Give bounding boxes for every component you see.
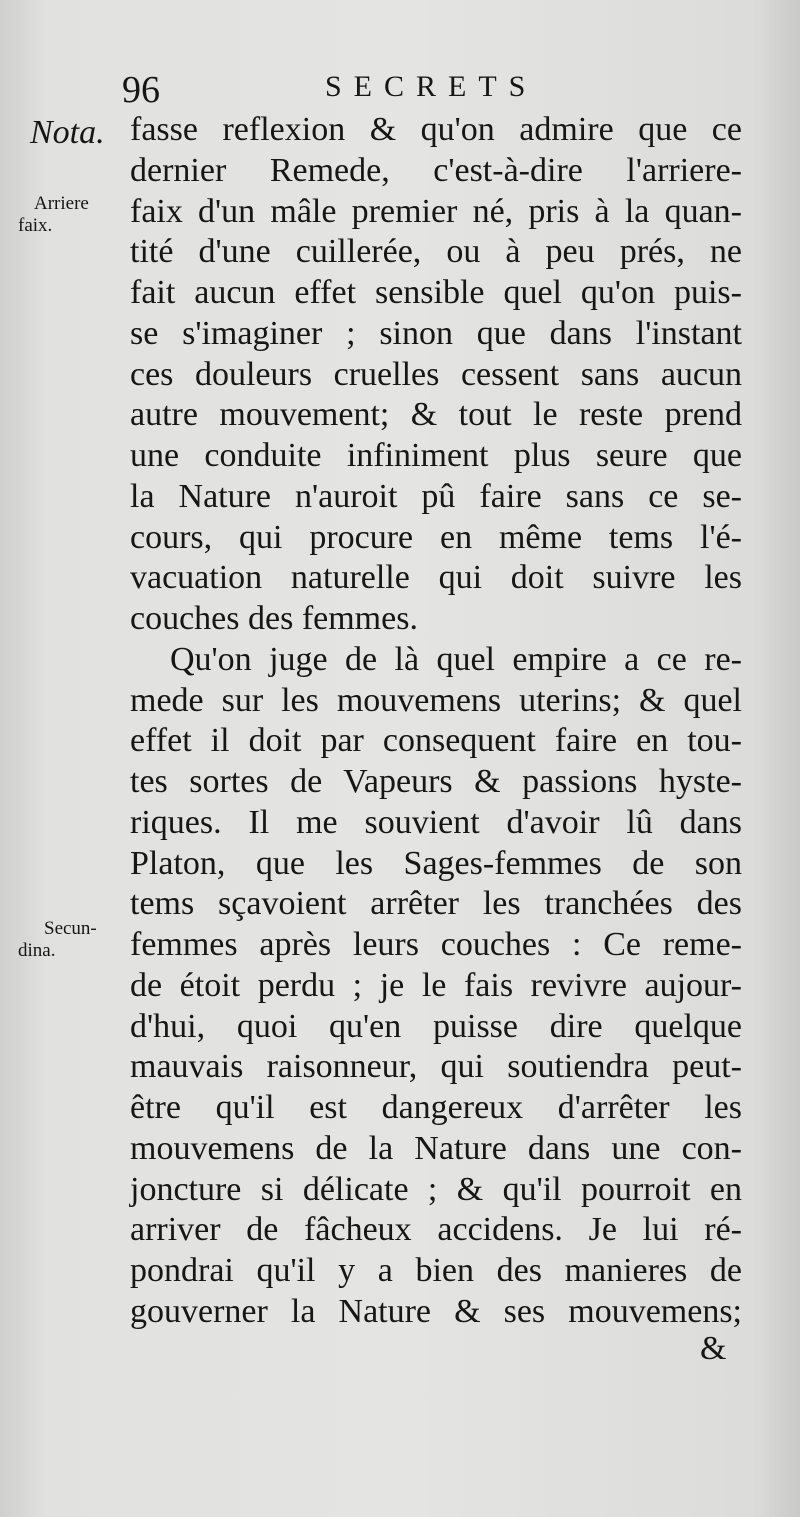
text-line: être qu'il est dangereux d'arrêter les [130, 1089, 742, 1126]
text-line: de étoit perdu ; je le fais revivre aujour- [130, 966, 742, 1004]
body-text [130, 110, 742, 1333]
margin-note-secundina [18, 918, 128, 962]
text-line: cours, qui procure en même tems l'é- [130, 518, 742, 556]
margin-note-line: Secun- [44, 918, 97, 939]
text-line: effet il doit par consequent faire en tou- [130, 722, 742, 760]
text-line: tité d'une cuillerée, ou à peu prés, ne [130, 233, 742, 271]
page-header [120, 62, 680, 112]
text-line: tes sortes de Vapeurs & passions hyste- [130, 763, 742, 800]
text-line: une conduite infiniment plus seure que [130, 437, 742, 474]
text-line: tems sçavoient arrêter les tranchées des [130, 885, 742, 923]
text-line: mauvais raisonneur, qui soutiendra peut- [130, 1048, 742, 1086]
text-line: riques. Il me souvient d'avoir lû dans [130, 803, 742, 841]
margin-note-arriere-faix [18, 193, 128, 237]
text-line: femmes après leurs couches : Ce reme- [130, 926, 742, 963]
text-line: fait aucun effet sensible quel qu'on puis- [130, 274, 742, 311]
text-line: dernier Remede, c'est-à-dire l'arriere- [130, 151, 742, 189]
text-line: joncture si délicate ; & qu'il pourroit en [130, 1170, 742, 1208]
text-line: autre mouvement; & tout le reste prend [130, 396, 742, 434]
text-line: se s'imaginer ; sinon que dans l'instant [130, 314, 742, 352]
text-line: ces douleurs cruelles cessent sans aucun [130, 355, 742, 393]
text-line: la Nature n'auroit pû faire sans ce se- [130, 477, 742, 515]
margin-note-line: dina. [18, 940, 56, 961]
margin-note-line: Arriere [34, 193, 89, 214]
text-line: arriver de fâcheux accidens. Je lui ré- [130, 1211, 742, 1249]
margin-note-nota: Nota. [30, 114, 105, 151]
running-head: SECRETS [325, 70, 538, 103]
text-line: vacuation naturelle qui doit suivre les [130, 559, 742, 597]
text-line: faix d'un mâle premier né, pris à la quan- [130, 192, 742, 230]
text-line: fasse reflexion & qu'on admire que ce [130, 111, 742, 148]
text-line: couches des femmes. [130, 600, 418, 637]
text-line: Platon, que les Sages-femmes de son [130, 844, 742, 882]
text-line: Qu'on juge de là quel empire a ce re- [170, 640, 742, 678]
margin-note-line: faix. [18, 215, 53, 236]
text-line: pondrai qu'il y a bien des manieres de [130, 1252, 742, 1289]
page-number: 96 [122, 69, 160, 111]
text-line: mouvemens de la Nature dans une con- [130, 1129, 742, 1167]
text-line: d'hui, quoi qu'en puisse dire quelque [130, 1007, 742, 1045]
text-line: mede sur les mouvemens uterins; & quel [130, 681, 742, 719]
text-line: gouverner la Nature & ses mouvemens; [130, 1292, 742, 1330]
catchword: & [700, 1330, 727, 1367]
